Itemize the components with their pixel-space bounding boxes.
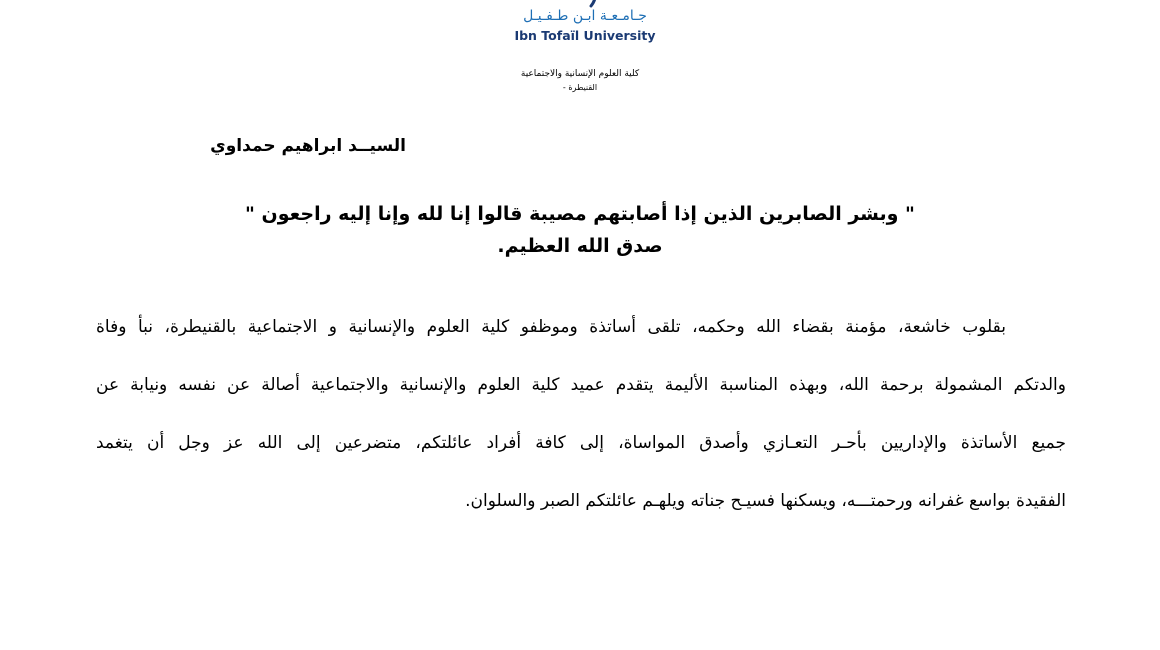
body-line: والدتكم المشمولة برحمة الله، وبهذه المناسبة الأليمة يتقدم عميد كلية العلوم والإنسانية والاجتماعية أصالة عن نفسه ونيابة عن — [96, 375, 1066, 395]
university-name-arabic: جـامـعـة ابـن طـفـيـل — [523, 8, 647, 24]
faculty-city: القنيطرة - — [562, 83, 598, 92]
addressee: السيــد ابراهيم حمداوي — [210, 136, 406, 156]
body-line: جميع الأساتذة والإداريين بأحـر التعـازي وأصدق المواساة، إلى كافة أفراد عائلتكم، متضرعين إلى الله عز وجل أن يتغمد — [96, 433, 1066, 453]
body-line: الفقيدة بواسع غفرانه ورحمتـــه، ويسكنها فسيـح جناته ويلهـم عائلتكم الصبر والسلوان. — [465, 491, 1066, 511]
faculty-name: كلية العلوم الإنسانية والاجتماعية — [520, 69, 640, 79]
university-logo — [480, 0, 690, 50]
condolence-body — [96, 310, 1066, 542]
verse-closing: صدق الله العظيم. — [497, 235, 663, 257]
body-line: بقلوب خاشعة، مؤمنة بقضاء الله وحكمه، تلقى أساتذة وموظفو كلية العلوم والإنسانية و الاجتماعية بالقنيطرة، نبأ وفاة — [96, 317, 1006, 337]
verse-line: " وبشر الصابرين الذين إذا أصابتهم مصيبة قالوا إنا لله وإنا إليه راجعون " — [245, 203, 915, 225]
university-name-latin: Ibn Tofaïl University — [514, 28, 656, 43]
quran-verse — [200, 198, 960, 262]
university-emblem-icon — [585, 0, 607, 8]
faculty-header — [480, 68, 680, 94]
